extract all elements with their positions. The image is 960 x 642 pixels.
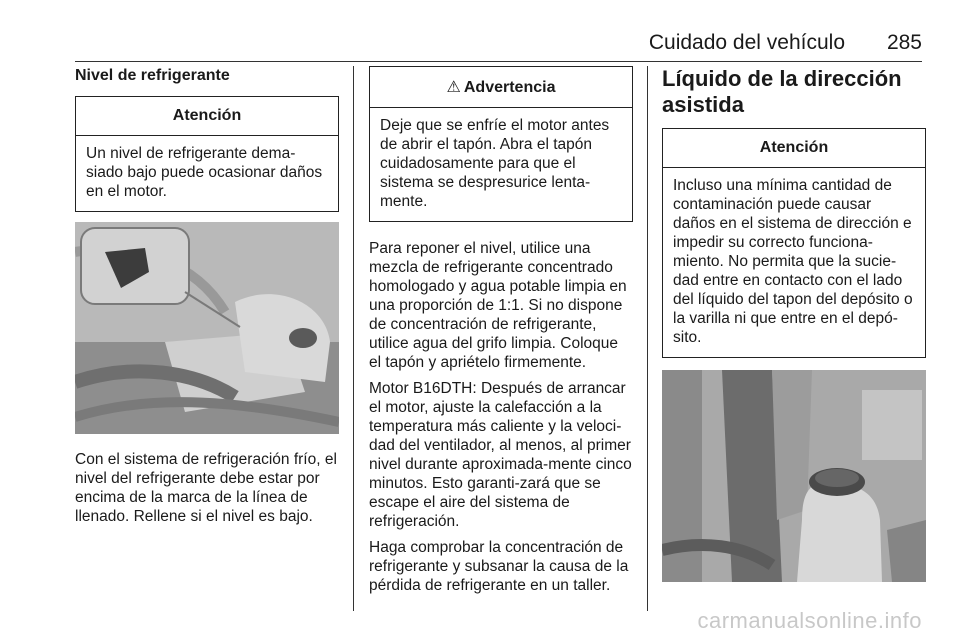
power-steering-heading: Líquido de la dirección asistida <box>662 66 902 117</box>
notice-box <box>662 128 926 358</box>
notice-title: Atención <box>76 97 338 136</box>
page-number: 285 <box>886 31 922 54</box>
column-3 <box>662 66 926 598</box>
coolant-paragraph: Con el sistema de refrigeración frío, el nivel del refrigerante debe estar por encima de la marca de la línea de llenado. Rellene si el nivel es bajo. <box>75 451 337 525</box>
column-1 <box>75 66 339 533</box>
notice-text: Incluso una mínima cantidad de contaminación puede causar daños en el sistema de dirección e impedir su correcto funciona-miento. No permita que la sucie-dad entre en contacto con el lado del líquido del tapon del depósito o la varilla ni que entre en el depó-sito. <box>673 177 913 346</box>
workshop-paragraph: Haga comprobar la concentración de refrigerante y subsanar la causa de la pérdida de refrigerante en un taller. <box>369 539 629 594</box>
column-divider <box>353 66 354 611</box>
coolant-level-heading: Nivel de refrigerante <box>75 67 230 84</box>
column-2 <box>369 66 633 602</box>
engine-coolant-reservoir-photo <box>75 222 339 434</box>
warning-box <box>369 66 633 222</box>
warning-triangle-icon: ⚠ <box>446 79 461 96</box>
engine-b16dth-paragraph: Motor B16DTH: Después de arrancar el motor, ajuste la calefacción a la temperatura más caliente y la veloci-dad del ventilador, al menos, al primer nivel durante aproximada-mente cinco minutos. Esto garanti-zará que se escape el aire del sistema de refrigeración. <box>369 380 632 530</box>
notice-text: Un nivel de refrigerante dema-siado bajo puede ocasionar daños en el motor. <box>86 145 323 200</box>
notice-title: Atención <box>663 129 925 168</box>
warning-text: Deje que se enfríe el motor antes de abrir el tapón. Abra el tapón cuidadosamente para que el sistema se despresurice lenta-mente. <box>380 117 610 210</box>
watermark: carmanualsonline.info <box>697 608 922 633</box>
warning-header <box>370 67 632 108</box>
column-divider <box>647 66 648 611</box>
header-rule <box>75 61 922 62</box>
refill-paragraph: Para reponer el nivel, utilice una mezcla de refrigerante concentrado homologado y agua potable limpia en una proporción de 1:1. Si no dispone de concentración de refrigerante, utilice agua del grifo limpia. Coloque el tapón y apriételo firmemente. <box>369 240 627 371</box>
notice-box <box>75 96 339 212</box>
section-title: Cuidado del vehículo <box>648 31 845 54</box>
warning-title: Advertencia <box>463 79 556 96</box>
power-steering-reservoir-photo <box>662 370 926 582</box>
